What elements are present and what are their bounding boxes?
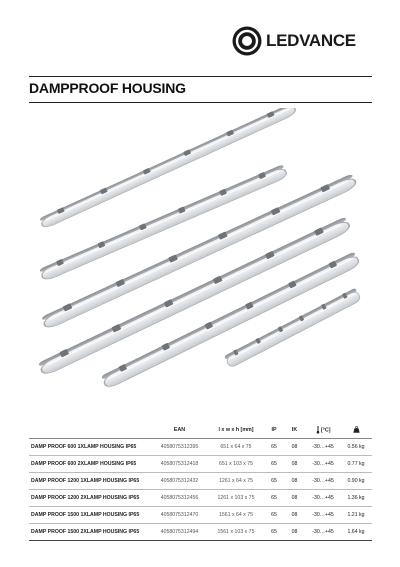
product-ik: 08	[283, 507, 306, 524]
header-ip: IP	[265, 421, 283, 439]
product-dimensions: 651 x 103 x 75	[207, 456, 265, 473]
product-dimensions: 1261 x 103 x 75	[207, 490, 265, 507]
ledvance-logo-icon	[232, 26, 262, 56]
product-ik: 08	[283, 473, 306, 490]
product-temperature: -30…+45	[306, 490, 340, 507]
product-temperature: -30…+45	[306, 507, 340, 524]
table-row	[29, 456, 372, 473]
table-row	[29, 439, 372, 456]
header-product	[29, 421, 152, 439]
product-temperature: -30…+45	[306, 524, 340, 541]
table-row	[29, 524, 372, 541]
table-row	[29, 507, 372, 524]
product-ean: 4058075312432	[152, 473, 207, 490]
weight-icon	[353, 426, 360, 433]
ledvance-logo	[232, 26, 356, 56]
product-ip: 65	[265, 456, 283, 473]
product-ean: 4058075312395	[152, 439, 207, 456]
product-name: DAMP PROOF 1500 1XLAMP HOUSING IP65	[29, 507, 152, 524]
header-ean: EAN	[152, 421, 207, 439]
product-weight: 0.56 kg	[340, 439, 372, 456]
product-weight: 0.77 kg	[340, 456, 372, 473]
product-weight: 1.21 kg	[340, 507, 372, 524]
product-dimensions: 1561 x 103 x 75	[207, 524, 265, 541]
header-temperature-unit: [°C]	[321, 426, 331, 433]
product-ean: 4058075312494	[152, 524, 207, 541]
product-name: DAMP PROOF 600 1XLAMP HOUSING IP65	[29, 439, 152, 456]
product-ip: 65	[265, 490, 283, 507]
product-dimensions: 1261 x 64 x 75	[207, 473, 265, 490]
product-name: DAMP PROOF 1200 2XLAMP HOUSING IP65	[29, 490, 152, 507]
product-ik: 08	[283, 439, 306, 456]
product-weight: 1.36 kg	[340, 490, 372, 507]
header-dimensions: l x w x h [mm]	[207, 421, 265, 439]
product-ip: 65	[265, 524, 283, 541]
product-ip: 65	[265, 473, 283, 490]
product-ean: 4058075312418	[152, 456, 207, 473]
product-name: DAMP PROOF 1200 1XLAMP HOUSING IP65	[29, 473, 152, 490]
header-weight	[340, 421, 372, 439]
product-temperature: -30…+45	[306, 473, 340, 490]
header-ik: IK	[283, 421, 306, 439]
spec-table-header	[29, 421, 372, 439]
product-weight: 1.64 kg	[340, 524, 372, 541]
table-row	[29, 490, 372, 507]
product-temperature: -30…+45	[306, 439, 340, 456]
product-ean: 4058075312456	[152, 490, 207, 507]
product-name: DAMP PROOF 600 2XLAMP HOUSING IP65	[29, 456, 152, 473]
product-ik: 08	[283, 456, 306, 473]
product-ik: 08	[283, 524, 306, 541]
product-ip: 65	[265, 507, 283, 524]
product-name: DAMP PROOF 1500 2XLAMP HOUSING IP65	[29, 524, 152, 541]
product-temperature: -30…+45	[306, 456, 340, 473]
lamp-illustration-1	[39, 108, 297, 229]
product-dimensions: 1561 x 64 x 75	[207, 507, 265, 524]
title-rule-top	[29, 76, 372, 77]
page-title: DAMPPROOF HOUSING	[29, 80, 186, 96]
product-ean: 4058075312470	[152, 507, 207, 524]
table-row	[29, 473, 372, 490]
brand-name: LEDVANCE	[266, 31, 356, 50]
title-rule-bottom	[29, 102, 372, 103]
thermometer-icon	[316, 426, 320, 434]
product-dimensions: 651 x 64 x 75	[207, 439, 265, 456]
product-ik: 08	[283, 490, 306, 507]
header-temperature	[306, 421, 340, 439]
product-weight: 0.90 kg	[340, 473, 372, 490]
spec-table	[29, 421, 372, 541]
product-ip: 65	[265, 439, 283, 456]
lamp-illustration-6	[224, 287, 362, 368]
lamp-illustration-4	[38, 216, 351, 376]
product-illustrations	[0, 108, 400, 408]
